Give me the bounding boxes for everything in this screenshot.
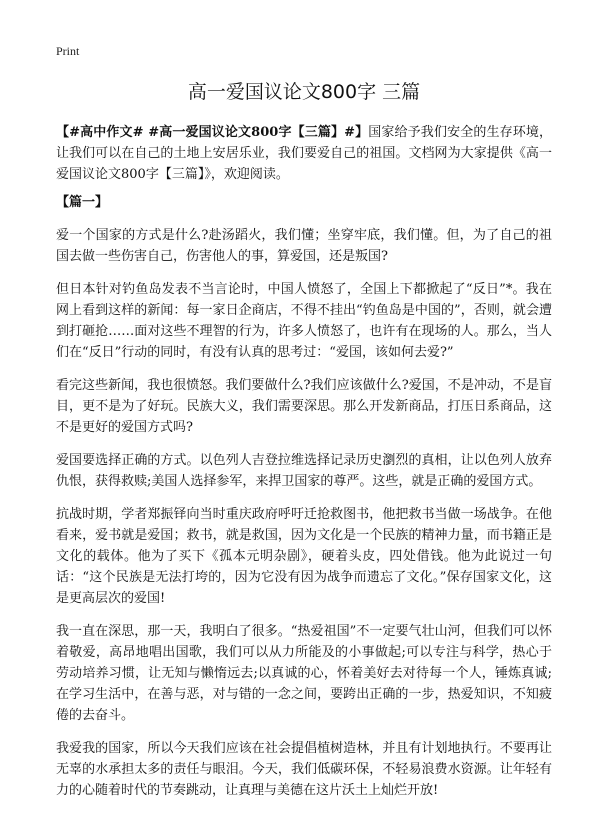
section-heading: 【篇一】: [56, 195, 109, 210]
print-label[interactable]: Print: [56, 44, 80, 58]
intro-text: 国家给予我们安全的生存环境，让我们可以在自己的土地上安居乐业，我们要爱自己的祖国。文档网为大家提供《高一爱国议论文800字【三篇】》，欢迎阅读。: [56, 125, 552, 182]
document-title: 高一爱国议论文800字 三篇: [187, 81, 421, 103]
body-paragraph: 但日本针对钓鱼岛发表不当言论时，中国人愤怒了，全国上下都掀起了“反日”*。我在网上看到这样的新闻：每一家日企商店，不得不挂出“钓鱼岛是中国的”，否则，就会遭到打砸抢……面对这些不理智的行为，许多人愤怒了，也许有在现场的人。那么，当人们在“反日”行动的同时，有没有认真的思考过：“爱国，该如何去爱?”: [56, 282, 552, 360]
body-paragraph: 我一直在深思，那一天，我明白了很多。“热爱祖国”不一定要气壮山河，但我们可以怀着敬爱，高昂地唱出国歌，我们可以从力所能及的小事做起;可以专注与科学，热心于劳动培养习惯，让无知与懒惰远去;以真诚的心，怀着美好去对待每一个人，锤炼真诚;在学习生活中，在善与恶，对与错的一念之间，要跨出正确的一步，热爱知识，不知疲倦的去奋斗。: [56, 624, 552, 723]
intro-paragraph: [56, 122, 552, 185]
body-paragraph: 看完这些新闻，我也很愤怒。我们要做什么?我们应该做什么?爱国，不是冲动，不是盲目，更不是为了好玩。民族大义，我们需要深思。那么开发新商品，打压日系商品，这不是更好的爱国方式吗?: [56, 378, 552, 435]
body-paragraph: 爱国要选择正确的方式。以色列人吉登拉维选择记录历史瀏烈的真相，让以色列人放弃仇恨，获得救赎;美国人选择参军，来捍卫国家的尊严。这些，就是正确的爱国方式。: [56, 453, 552, 489]
body-paragraph: 抗战时期，学者郑振铎向当时重庆政府呼吁迁抢救图书，他把救书当做一场战争。在他看来，爱书就是爱国；救书，就是救国，因为文化是一个民族的精神力量，而书籍正是文化的载体。他为了买下《孤本元明杂剧》，硬着头皮，四处借钱。他为此说过一句话：“这个民族是无法打垮的，因为它没有因为战争而遗忘了文化。”保存国家文化，这是更高层次的爱国!: [56, 507, 552, 606]
intro-tags: 【#高中作文# #高一爱国议论文800字【三篇】#】: [56, 125, 369, 140]
body-paragraph: 爱一个国家的方式是什么?赴汤蹈火，我们懂；坐穿牢底，我们懂。但，为了自己的祖国去做一些伤害自己，伤害他人的事，算爱国，还是叛国?: [56, 228, 552, 264]
body-paragraph: 我爱我的国家，所以今天我们应该在社会提倡植树造林，并且有计划地执行。不要再让无辜的水承担太多的责任与眼泪。今天，我们低碳环保，不轻易浪费水资源。让年轻有力的心随着时代的节奏跳动，让真理与美德在这片沃土上灿烂开放!: [56, 741, 552, 798]
